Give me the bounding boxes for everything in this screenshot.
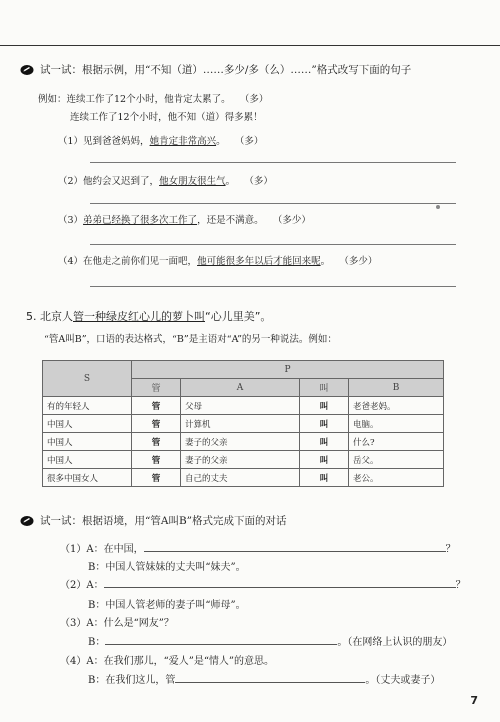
top-rule <box>0 45 500 46</box>
dialog3-b <box>88 633 452 648</box>
cell-b: 老公。 <box>349 469 444 487</box>
dialog2-b <box>88 596 246 611</box>
item-number: （4） <box>58 256 84 267</box>
table-row <box>43 433 444 451</box>
item-text-end: 。 <box>320 256 331 267</box>
exercise1-item <box>58 254 500 270</box>
item-text: 见到爸爸妈妈， <box>83 136 150 147</box>
cell-guan: 管 <box>132 397 181 415</box>
cell-guan: 管 <box>132 469 181 487</box>
header-b: B <box>349 379 444 397</box>
dialog-b-end: 。（在网络上认识的朋友） <box>337 637 453 648</box>
dialog-a-text: A：什么是“网友”？ <box>86 618 174 629</box>
cell-a: 妻子的父亲 <box>181 433 300 451</box>
table-row <box>43 397 444 415</box>
header-s: S <box>43 361 132 397</box>
cell-jiao: 叫 <box>300 469 349 487</box>
example-sentence: 连续工作了12个小时，他肯定太累了。 <box>66 94 231 105</box>
pencil-icon <box>20 515 34 527</box>
header-p: P <box>132 361 444 379</box>
example-hint: （多） <box>244 94 269 105</box>
cell-jiao: 叫 <box>300 433 349 451</box>
dialog-number: （4） <box>60 656 87 667</box>
dialog-b-text: B：中国人管妹妹的丈夫叫“妹夫”。 <box>88 562 246 573</box>
cell-a: 自己的丈夫 <box>181 469 300 487</box>
item-text-end: ，还是不满意。 <box>197 215 264 226</box>
cell-s: 中国人 <box>43 415 132 433</box>
answer-blank[interactable] <box>105 633 337 645</box>
item-underlined-text: 他可能很多年以后才能回来呢 <box>197 256 321 267</box>
dialog-b-text: B： <box>88 637 106 648</box>
answer-blank[interactable] <box>144 540 446 552</box>
cell-b: 什么? <box>349 433 444 451</box>
exercise2-heading <box>20 513 500 528</box>
exercise1-heading <box>20 62 500 77</box>
header-a: A <box>181 379 300 397</box>
section5-title-end: “心儿里美”。 <box>205 310 272 323</box>
cell-guan: 管 <box>132 433 181 451</box>
cell-s: 很多中国女人 <box>43 469 132 487</box>
cell-b: 岳父。 <box>349 451 444 469</box>
header-jiao: 叫 <box>300 379 349 397</box>
dialog-a-text: A：在我们那儿，“爱人”是“情人”的意思。 <box>86 656 275 667</box>
dialog-a-text: A： <box>86 580 104 591</box>
item-underlined-text: 他女朋友很生气 <box>159 176 226 187</box>
dialog-a-end: ？ <box>455 580 466 591</box>
guan-jiao-table <box>42 360 444 487</box>
exercise2-instruction: 根据语境，用“管A叫B”格式完成下面的对话 <box>82 515 287 527</box>
dialog4-b <box>88 671 440 686</box>
dialog-b-text: B：中国人管老师的妻子叫“师母”。 <box>88 600 246 611</box>
cell-jiao: 叫 <box>300 415 349 433</box>
example-answer: 连续工作了12个小时，他不知（道）得多累！ <box>70 112 263 123</box>
cell-a: 父母 <box>181 397 300 415</box>
exercise1-prefix: 试一试： <box>40 64 82 76</box>
cell-jiao: 叫 <box>300 451 349 469</box>
exercise1-instruction: 根据示例，用“不知（道）……多少/多（么）……”格式改写下面的句子 <box>82 64 412 76</box>
cell-guan: 管 <box>132 451 181 469</box>
dialog-a-end: ？ <box>445 544 456 555</box>
answer-line[interactable] <box>90 203 456 204</box>
section5-desc-text: “管A叫B”，口语的表达格式，“B”是主语对“A”的另一种说法。例如： <box>44 334 337 345</box>
table-row <box>43 469 444 487</box>
example-line-2 <box>70 110 500 126</box>
dialog1-a <box>60 540 456 555</box>
item-hint: （多少） <box>277 215 311 226</box>
dialog4-a <box>60 652 274 667</box>
dialog-number: （2） <box>60 580 87 591</box>
section5-title-prefix: 5. 北京人 <box>26 310 73 323</box>
dialog-a-text: A：在中国， <box>86 544 144 555</box>
exercise2-prefix: 试一试： <box>40 515 82 527</box>
item-hint: （多） <box>239 136 264 147</box>
cell-jiao: 叫 <box>300 397 349 415</box>
item-number: （1） <box>58 136 84 147</box>
item-text-end: 。 <box>216 136 226 147</box>
dialog1-b <box>88 558 246 573</box>
answer-blank[interactable] <box>175 671 365 683</box>
cell-guan: 管 <box>132 415 181 433</box>
answer-line[interactable] <box>90 244 456 245</box>
dialog-b-text: B：在我们这儿，管 <box>88 675 176 686</box>
table-row <box>43 451 444 469</box>
item-hint: （多） <box>249 176 273 187</box>
dialog2-a <box>60 576 466 591</box>
header-guan: 管 <box>132 379 181 397</box>
pencil-icon <box>20 64 34 76</box>
example-line-1 <box>38 92 500 108</box>
item-underlined-text: 她肯定非常高兴 <box>149 136 217 147</box>
answer-line[interactable] <box>90 286 456 287</box>
item-number: （3） <box>58 215 84 226</box>
dialog-number: （1） <box>60 544 87 555</box>
answer-blank[interactable] <box>104 576 456 588</box>
example-label: 例如： <box>38 94 67 105</box>
exercise1-item <box>58 174 500 190</box>
exercise1-item <box>58 134 500 150</box>
cell-s: 有的年轻人 <box>43 397 132 415</box>
dot-mark <box>436 205 440 209</box>
dialog3-a <box>60 614 174 629</box>
table-row <box>43 415 444 433</box>
item-number: （2） <box>58 176 84 187</box>
dialog-b-end: 。（丈夫或妻子） <box>365 675 441 686</box>
cell-a: 计算机 <box>181 415 300 433</box>
cell-s: 中国人 <box>43 451 132 469</box>
answer-line[interactable] <box>90 162 456 163</box>
item-text: 在他走之前你们见一面吧， <box>83 256 198 267</box>
section5-title-underlined: 管一种绿皮红心儿的萝卜叫 <box>73 310 205 323</box>
page-number: 7 <box>470 694 478 707</box>
exercise1-item <box>58 213 500 229</box>
cell-b: 老爸老妈。 <box>349 397 444 415</box>
section5-description <box>44 332 500 348</box>
cell-a: 妻子的父亲 <box>181 451 300 469</box>
item-underlined-text: 弟弟已经换了很多次工作了 <box>83 215 198 226</box>
item-text: 他约会又迟到了， <box>83 176 160 187</box>
cell-b: 电脑。 <box>349 415 444 433</box>
dialog-number: （3） <box>60 618 87 629</box>
item-hint: （多少） <box>344 256 378 267</box>
section5-title <box>26 308 500 324</box>
item-text-end: 。 <box>225 176 236 187</box>
cell-s: 中国人 <box>43 433 132 451</box>
